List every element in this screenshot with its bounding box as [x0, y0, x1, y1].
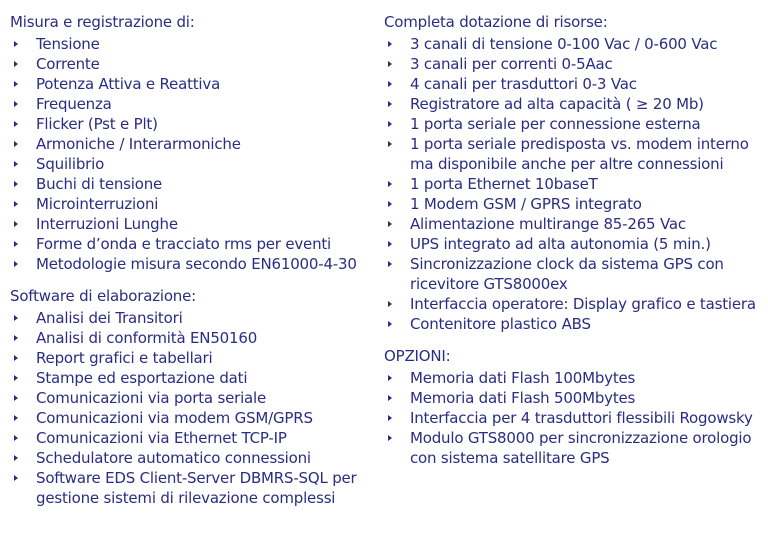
resource-item [384, 34, 766, 54]
bullet-arrow-icon [388, 435, 392, 441]
option-item-text: Memoria dati Flash 500Mbytes [410, 389, 636, 407]
bullet-arrow-icon [14, 355, 18, 361]
bullet-arrow-icon [388, 301, 392, 307]
software-section [10, 286, 380, 508]
resource-item-text: Interfaccia operatore: Display grafico e tastiera [410, 295, 756, 313]
bullet-arrow-icon [14, 335, 18, 341]
software-item-text: Analisi di conformità EN50160 [36, 329, 258, 347]
bullet-arrow-icon [388, 101, 392, 107]
option-item [384, 428, 766, 468]
software-item-text: Comunicazioni via modem GSM/GPRS [36, 409, 313, 427]
measurement-item-text: Forme d’onda e tracciato rms per eventi [36, 235, 332, 253]
measurement-item-text: Frequenza [36, 95, 112, 113]
bullet-arrow-icon [14, 141, 18, 147]
measurement-item [10, 54, 380, 74]
resource-item [384, 214, 766, 234]
software-heading: Software di elaborazione: [10, 287, 197, 305]
resource-item-text: Registratore ad alta capacità ( ≥ 20 Mb) [410, 95, 704, 113]
resource-item-text: Contenitore plastico ABS [410, 315, 591, 333]
software-item [10, 468, 380, 508]
measurement-item [10, 194, 380, 214]
bullet-arrow-icon [14, 181, 18, 187]
options-heading: OPZIONI: [384, 347, 451, 365]
measurement-item-text: Interruzioni Lunghe [36, 215, 178, 233]
software-item-text: Report grafici e tabellari [36, 349, 213, 367]
option-item-text: Interfaccia per 4 trasduttori flessibili Rogowsky [410, 409, 753, 427]
resource-item-text: UPS integrato ad alta autonomia (5 min.) [410, 235, 711, 253]
software-item-text: Software EDS Client-Server DBMRS-SQL per gestione sistemi di rilevazione complessi [36, 469, 357, 507]
measurement-section [10, 12, 380, 274]
resource-item [384, 294, 766, 314]
bullet-arrow-icon [14, 81, 18, 87]
resource-item [384, 314, 766, 334]
resources-section [384, 12, 766, 334]
resources-heading: Completa dotazione di risorse: [384, 13, 608, 31]
software-item [10, 448, 380, 468]
measurement-item [10, 154, 380, 174]
measurement-list [10, 34, 380, 274]
bullet-arrow-icon [388, 415, 392, 421]
resource-item-text: 1 Modem GSM / GPRS integrato [410, 195, 642, 213]
bullet-arrow-icon [14, 375, 18, 381]
bullet-arrow-icon [388, 395, 392, 401]
measurement-item [10, 34, 380, 54]
software-item-text: Analisi dei Transitori [36, 309, 183, 327]
resource-item-text: Alimentazione multirange 85-265 Vac [410, 215, 686, 233]
bullet-arrow-icon [388, 81, 392, 87]
software-item [10, 328, 380, 348]
resource-item [384, 254, 766, 294]
measurement-item-text: Flicker (Pst e Plt) [36, 115, 158, 133]
software-item-text: Schedulatore automatico connessioni [36, 449, 311, 467]
software-item [10, 348, 380, 368]
bullet-arrow-icon [14, 61, 18, 67]
option-item-text: Modulo GTS8000 per sincronizzazione orologio con sistema satellitare GPS [410, 429, 752, 467]
resource-item [384, 114, 766, 134]
measurement-item [10, 114, 380, 134]
software-item [10, 388, 380, 408]
bullet-arrow-icon [388, 201, 392, 207]
bullet-arrow-icon [14, 315, 18, 321]
measurement-item [10, 74, 380, 94]
measurement-item-text: Corrente [36, 55, 100, 73]
bullet-arrow-icon [388, 181, 392, 187]
bullet-arrow-icon [14, 241, 18, 247]
bullet-arrow-icon [14, 41, 18, 47]
bullet-arrow-icon [14, 201, 18, 207]
bullet-arrow-icon [388, 61, 392, 67]
right-column [384, 12, 766, 480]
measurement-item [10, 174, 380, 194]
bullet-arrow-icon [14, 101, 18, 107]
resource-item-text: 4 canali per trasduttori 0-3 Vac [410, 75, 637, 93]
measurement-item [10, 214, 380, 234]
option-item [384, 388, 766, 408]
measurement-item [10, 234, 380, 254]
resource-item [384, 194, 766, 214]
bullet-arrow-icon [388, 321, 392, 327]
measurement-item-text: Microinterruzioni [36, 195, 159, 213]
measurement-item [10, 254, 380, 274]
resource-item [384, 74, 766, 94]
bullet-arrow-icon [14, 121, 18, 127]
option-item [384, 408, 766, 428]
resources-list [384, 34, 766, 334]
bullet-arrow-icon [14, 261, 18, 267]
bullet-arrow-icon [388, 41, 392, 47]
measurement-item-text: Buchi di tensione [36, 175, 163, 193]
software-item-text: Comunicazioni via porta seriale [36, 389, 267, 407]
measurement-item-text: Armoniche / Interarmoniche [36, 135, 241, 153]
resource-item-text: Sincronizzazione clock da sistema GPS con ricevitore GTS8000ex [410, 255, 724, 293]
resource-item [384, 174, 766, 194]
option-item-text: Memoria dati Flash 100Mbytes [410, 369, 636, 387]
resource-item [384, 54, 766, 74]
software-item [10, 308, 380, 328]
measurement-item [10, 134, 380, 154]
bullet-arrow-icon [388, 221, 392, 227]
bullet-arrow-icon [14, 455, 18, 461]
bullet-arrow-icon [388, 375, 392, 381]
resource-item-text: 1 porta seriale per connessione esterna [410, 115, 701, 133]
measurement-item-text: Potenza Attiva e Reattiva [36, 75, 221, 93]
resource-item-text: 1 porta seriale predisposta vs. modem interno ma disponibile anche per altre connessioni [410, 135, 749, 173]
measurement-item-text: Squilibrio [36, 155, 105, 173]
resource-item [384, 94, 766, 114]
software-item [10, 428, 380, 448]
bullet-arrow-icon [388, 141, 392, 147]
resource-item-text: 1 porta Ethernet 10baseT [410, 175, 598, 193]
software-item [10, 368, 380, 388]
bullet-arrow-icon [388, 261, 392, 267]
bullet-arrow-icon [388, 121, 392, 127]
bullet-arrow-icon [14, 221, 18, 227]
resource-item [384, 234, 766, 254]
options-list [384, 368, 766, 468]
bullet-arrow-icon [14, 395, 18, 401]
option-item [384, 368, 766, 388]
bullet-arrow-icon [14, 475, 18, 481]
measurement-item [10, 94, 380, 114]
software-item [10, 408, 380, 428]
resource-item [384, 134, 766, 174]
bullet-arrow-icon [14, 161, 18, 167]
bullet-arrow-icon [388, 241, 392, 247]
measurement-item-text: Metodologie misura secondo EN61000-4-30 [36, 255, 357, 273]
software-item-text: Comunicazioni via Ethernet TCP-IP [36, 429, 287, 447]
resource-item-text: 3 canali di tensione 0-100 Vac / 0-600 Vac [410, 35, 718, 53]
options-section [384, 346, 766, 468]
bullet-arrow-icon [14, 435, 18, 441]
measurement-item-text: Tensione [36, 35, 100, 53]
resource-item-text: 3 canali per correnti 0-5Aac [410, 55, 613, 73]
left-column [10, 12, 380, 520]
software-item-text: Stampe ed esportazione dati [36, 369, 248, 387]
bullet-arrow-icon [14, 415, 18, 421]
software-list [10, 308, 380, 508]
measurement-heading: Misura e registrazione di: [10, 13, 195, 31]
